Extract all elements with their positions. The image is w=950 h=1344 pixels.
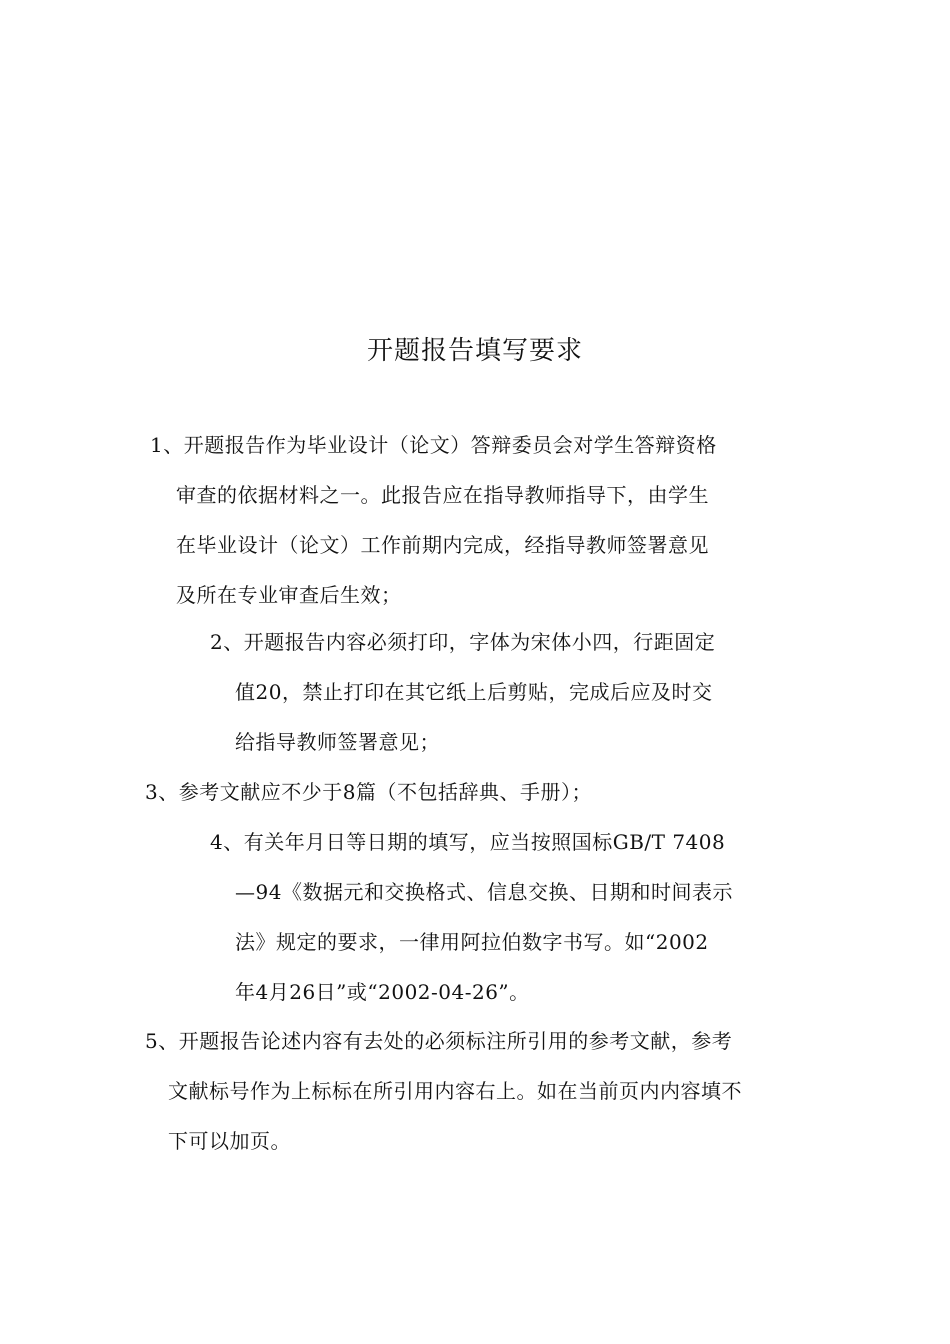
item-4-line-3: 法》规定的要求，一律用阿拉伯数字书写。如“2002: [235, 930, 709, 954]
item-2-line-2: 值20，禁止打印在其它纸上后剪贴，完成后应及时交: [235, 680, 713, 704]
item-1-line-3: 在毕业设计（论文）工作前期内完成，经指导教师签署意见: [176, 533, 709, 557]
item-4-line-4: 年4月26日”或“2002-04-26”。: [235, 980, 530, 1004]
requirement-item-1: [150, 420, 717, 620]
item-4-line-2: —94《数据元和交换格式、信息交换、日期和时间表示: [235, 880, 733, 904]
item-1-line-4: 及所在专业审查后生效；: [176, 583, 402, 607]
requirement-item-2: [210, 617, 715, 767]
item-5-line-3: 下可以加页。: [168, 1129, 291, 1153]
item-2-line-3: 给指导教师签署意见；: [235, 730, 440, 754]
item-4-line-1: 4、有关年月日等日期的填写，应当按照国标GB/T 7408: [210, 830, 726, 854]
requirement-item-5: [145, 1016, 742, 1166]
item-3-line-1: 3、参考文献应不少于8篇（不包括辞典、手册）；: [145, 780, 592, 804]
item-5-line-2: 文献标号作为上标标在所引用内容右上。如在当前页内内容填不: [168, 1079, 742, 1103]
item-1-line-1: 1、开题报告作为毕业设计（论文）答辩委员会对学生答辩资格: [150, 433, 717, 457]
page-title: 开题报告填写要求: [366, 336, 583, 366]
item-1-line-2: 审查的依据材料之一。此报告应在指导教师指导下，由学生: [176, 483, 709, 507]
requirement-item-3: [145, 767, 592, 817]
item-2-line-1: 2、开题报告内容必须打印，字体为宋体小四，行距固定: [210, 630, 716, 654]
requirement-item-4: [210, 817, 733, 1017]
item-5-line-1: 5、开题报告论述内容有去处的必须标注所引用的参考文献，参考: [145, 1029, 733, 1053]
